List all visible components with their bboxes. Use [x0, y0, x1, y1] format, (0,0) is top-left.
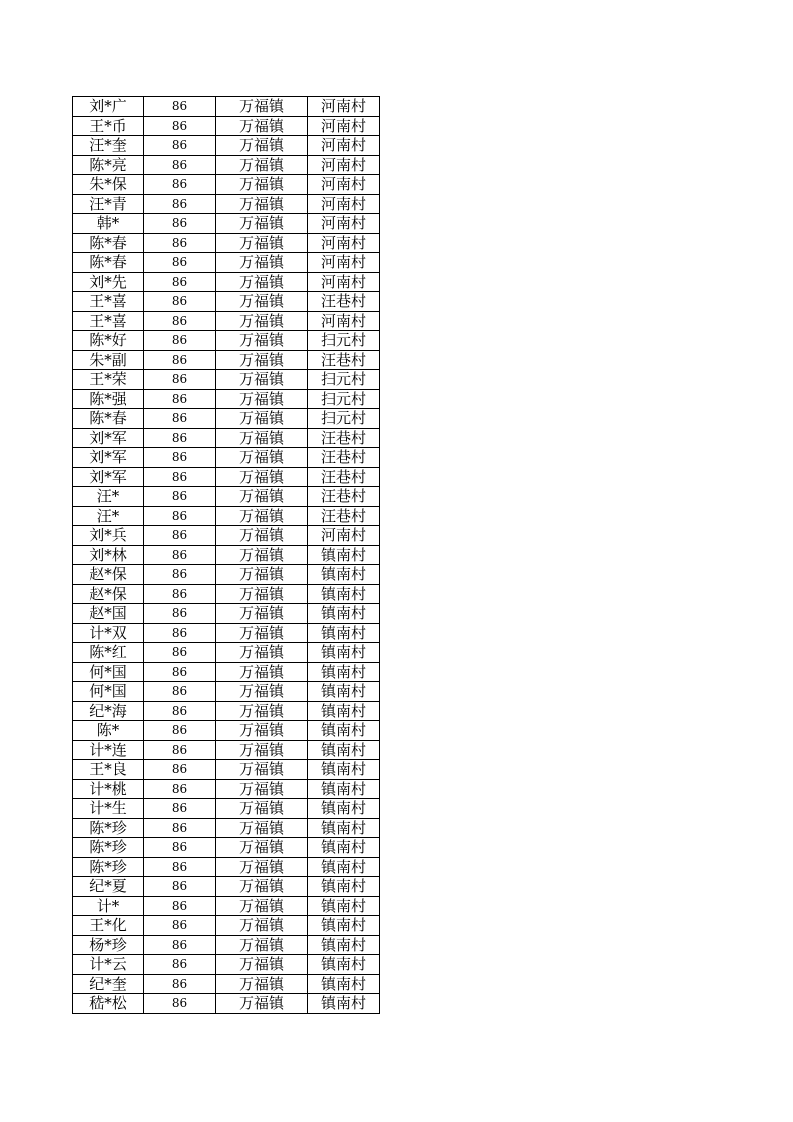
name-cell: 陈*珍 — [73, 818, 144, 838]
town-cell: 万福镇 — [216, 448, 308, 468]
number-cell: 86 — [144, 955, 216, 975]
village-cell: 镇南村 — [308, 974, 380, 994]
name-cell: 赵*保 — [73, 584, 144, 604]
table-row — [73, 136, 380, 156]
town-cell: 万福镇 — [216, 545, 308, 565]
table-row — [73, 233, 380, 253]
town-cell: 万福镇 — [216, 97, 308, 117]
name-cell: 朱*保 — [73, 175, 144, 195]
number-cell: 86 — [144, 428, 216, 448]
town-cell: 万福镇 — [216, 428, 308, 448]
table-row — [73, 623, 380, 643]
table-row — [73, 935, 380, 955]
village-cell: 河南村 — [308, 116, 380, 136]
name-cell: 陈*亮 — [73, 155, 144, 175]
town-cell: 万福镇 — [216, 292, 308, 312]
town-cell: 万福镇 — [216, 155, 308, 175]
table-row — [73, 526, 380, 546]
village-cell: 镇南村 — [308, 955, 380, 975]
number-cell: 86 — [144, 799, 216, 819]
number-cell: 86 — [144, 740, 216, 760]
number-cell: 86 — [144, 584, 216, 604]
village-cell: 汪巷村 — [308, 506, 380, 526]
name-cell: 陈*红 — [73, 643, 144, 663]
village-cell: 镇南村 — [308, 877, 380, 897]
name-cell: 纪*海 — [73, 701, 144, 721]
village-cell: 汪巷村 — [308, 350, 380, 370]
town-cell: 万福镇 — [216, 779, 308, 799]
table-row — [73, 155, 380, 175]
village-cell: 河南村 — [308, 97, 380, 117]
table-row — [73, 857, 380, 877]
number-cell: 86 — [144, 818, 216, 838]
name-cell: 汪* — [73, 487, 144, 507]
table-row — [73, 838, 380, 858]
town-cell: 万福镇 — [216, 311, 308, 331]
town-cell: 万福镇 — [216, 350, 308, 370]
town-cell: 万福镇 — [216, 721, 308, 741]
town-cell: 万福镇 — [216, 584, 308, 604]
name-cell: 杨*珍 — [73, 935, 144, 955]
town-cell: 万福镇 — [216, 272, 308, 292]
town-cell: 万福镇 — [216, 955, 308, 975]
number-cell: 86 — [144, 760, 216, 780]
name-cell: 计*双 — [73, 623, 144, 643]
village-cell: 河南村 — [308, 526, 380, 546]
village-cell: 河南村 — [308, 175, 380, 195]
village-cell: 镇南村 — [308, 916, 380, 936]
name-cell: 何*国 — [73, 662, 144, 682]
town-cell: 万福镇 — [216, 487, 308, 507]
number-cell: 86 — [144, 974, 216, 994]
town-cell: 万福镇 — [216, 214, 308, 234]
table-row — [73, 272, 380, 292]
name-cell: 何*国 — [73, 682, 144, 702]
village-cell: 镇南村 — [308, 701, 380, 721]
village-cell: 镇南村 — [308, 818, 380, 838]
village-cell: 河南村 — [308, 214, 380, 234]
table-row — [73, 701, 380, 721]
town-cell: 万福镇 — [216, 194, 308, 214]
table-row — [73, 331, 380, 351]
table-row — [73, 760, 380, 780]
name-cell: 纪*夏 — [73, 877, 144, 897]
town-cell: 万福镇 — [216, 662, 308, 682]
table-row — [73, 253, 380, 273]
table-row — [73, 682, 380, 702]
name-cell: 计*连 — [73, 740, 144, 760]
village-cell: 汪巷村 — [308, 448, 380, 468]
name-cell: 嵇*松 — [73, 994, 144, 1014]
name-cell: 赵*国 — [73, 604, 144, 624]
name-cell: 刘*广 — [73, 97, 144, 117]
name-cell: 汪* — [73, 506, 144, 526]
number-cell: 86 — [144, 487, 216, 507]
village-cell: 镇南村 — [308, 721, 380, 741]
village-cell: 镇南村 — [308, 662, 380, 682]
number-cell: 86 — [144, 97, 216, 117]
village-cell: 镇南村 — [308, 584, 380, 604]
number-cell: 86 — [144, 311, 216, 331]
table-row — [73, 194, 380, 214]
number-cell: 86 — [144, 857, 216, 877]
table-row — [73, 740, 380, 760]
number-cell: 86 — [144, 292, 216, 312]
table-row — [73, 389, 380, 409]
village-cell: 汪巷村 — [308, 467, 380, 487]
village-cell: 镇南村 — [308, 896, 380, 916]
village-cell: 汪巷村 — [308, 292, 380, 312]
table-row — [73, 916, 380, 936]
name-cell: 王*化 — [73, 916, 144, 936]
town-cell: 万福镇 — [216, 760, 308, 780]
name-cell: 刘*先 — [73, 272, 144, 292]
town-cell: 万福镇 — [216, 799, 308, 819]
village-cell: 河南村 — [308, 311, 380, 331]
town-cell: 万福镇 — [216, 467, 308, 487]
number-cell: 86 — [144, 331, 216, 351]
number-cell: 86 — [144, 155, 216, 175]
village-cell: 河南村 — [308, 253, 380, 273]
name-cell: 陈*珍 — [73, 857, 144, 877]
village-cell: 河南村 — [308, 194, 380, 214]
town-cell: 万福镇 — [216, 857, 308, 877]
number-cell: 86 — [144, 877, 216, 897]
name-cell: 韩* — [73, 214, 144, 234]
town-cell: 万福镇 — [216, 916, 308, 936]
town-cell: 万福镇 — [216, 818, 308, 838]
village-cell: 镇南村 — [308, 740, 380, 760]
number-cell: 86 — [144, 175, 216, 195]
name-cell: 刘*军 — [73, 448, 144, 468]
table-row — [73, 97, 380, 117]
name-cell: 王*荣 — [73, 370, 144, 390]
table-row — [73, 565, 380, 585]
name-cell: 刘*兵 — [73, 526, 144, 546]
table-row — [73, 506, 380, 526]
town-cell: 万福镇 — [216, 409, 308, 429]
name-cell: 陈*春 — [73, 409, 144, 429]
village-cell: 扫元村 — [308, 331, 380, 351]
table-row — [73, 799, 380, 819]
table-row — [73, 955, 380, 975]
number-cell: 86 — [144, 350, 216, 370]
number-cell: 86 — [144, 682, 216, 702]
table-row — [73, 409, 380, 429]
number-cell: 86 — [144, 838, 216, 858]
table-row — [73, 994, 380, 1014]
name-cell: 王*喜 — [73, 311, 144, 331]
name-cell: 陈*春 — [73, 253, 144, 273]
number-cell: 86 — [144, 467, 216, 487]
village-cell: 镇南村 — [308, 994, 380, 1014]
number-cell: 86 — [144, 916, 216, 936]
name-cell: 王*良 — [73, 760, 144, 780]
number-cell: 86 — [144, 623, 216, 643]
village-cell: 镇南村 — [308, 604, 380, 624]
table-row — [73, 545, 380, 565]
number-cell: 86 — [144, 370, 216, 390]
table-row — [73, 292, 380, 312]
number-cell: 86 — [144, 604, 216, 624]
town-cell: 万福镇 — [216, 565, 308, 585]
town-cell: 万福镇 — [216, 623, 308, 643]
name-cell: 刘*军 — [73, 467, 144, 487]
town-cell: 万福镇 — [216, 935, 308, 955]
number-cell: 86 — [144, 545, 216, 565]
village-cell: 镇南村 — [308, 643, 380, 663]
table-row — [73, 721, 380, 741]
number-cell: 86 — [144, 643, 216, 663]
table-row — [73, 974, 380, 994]
village-cell: 汪巷村 — [308, 428, 380, 448]
town-cell: 万福镇 — [216, 643, 308, 663]
town-cell: 万福镇 — [216, 331, 308, 351]
number-cell: 86 — [144, 526, 216, 546]
table-row — [73, 370, 380, 390]
name-cell: 陈* — [73, 721, 144, 741]
table-row — [73, 779, 380, 799]
table-body — [73, 97, 380, 1014]
number-cell: 86 — [144, 389, 216, 409]
village-cell: 镇南村 — [308, 799, 380, 819]
number-cell: 86 — [144, 136, 216, 156]
name-cell: 计*桃 — [73, 779, 144, 799]
name-cell: 陈*春 — [73, 233, 144, 253]
data-table — [72, 96, 380, 1014]
table-row — [73, 877, 380, 897]
name-cell: 陈*珍 — [73, 838, 144, 858]
table-row — [73, 818, 380, 838]
town-cell: 万福镇 — [216, 526, 308, 546]
number-cell: 86 — [144, 994, 216, 1014]
table-row — [73, 487, 380, 507]
number-cell: 86 — [144, 565, 216, 585]
table-row — [73, 896, 380, 916]
table-row — [73, 350, 380, 370]
town-cell: 万福镇 — [216, 682, 308, 702]
table-row — [73, 584, 380, 604]
town-cell: 万福镇 — [216, 604, 308, 624]
town-cell: 万福镇 — [216, 838, 308, 858]
town-cell: 万福镇 — [216, 701, 308, 721]
name-cell: 刘*军 — [73, 428, 144, 448]
town-cell: 万福镇 — [216, 253, 308, 273]
table-row — [73, 604, 380, 624]
name-cell: 汪*奎 — [73, 136, 144, 156]
number-cell: 86 — [144, 506, 216, 526]
town-cell: 万福镇 — [216, 740, 308, 760]
name-cell: 陈*好 — [73, 331, 144, 351]
name-cell: 计*云 — [73, 955, 144, 975]
village-cell: 扫元村 — [308, 370, 380, 390]
village-cell: 扫元村 — [308, 409, 380, 429]
number-cell: 86 — [144, 701, 216, 721]
name-cell: 王*喜 — [73, 292, 144, 312]
name-cell: 纪*奎 — [73, 974, 144, 994]
table-row — [73, 116, 380, 136]
village-cell: 镇南村 — [308, 857, 380, 877]
village-cell: 河南村 — [308, 272, 380, 292]
town-cell: 万福镇 — [216, 233, 308, 253]
name-cell: 朱*副 — [73, 350, 144, 370]
number-cell: 86 — [144, 233, 216, 253]
number-cell: 86 — [144, 448, 216, 468]
village-cell: 镇南村 — [308, 545, 380, 565]
table-row — [73, 311, 380, 331]
village-cell: 镇南村 — [308, 838, 380, 858]
village-cell: 河南村 — [308, 136, 380, 156]
village-cell: 镇南村 — [308, 623, 380, 643]
village-cell: 镇南村 — [308, 935, 380, 955]
table-row — [73, 448, 380, 468]
town-cell: 万福镇 — [216, 116, 308, 136]
number-cell: 86 — [144, 272, 216, 292]
table-row — [73, 467, 380, 487]
town-cell: 万福镇 — [216, 389, 308, 409]
name-cell: 计* — [73, 896, 144, 916]
table-row — [73, 662, 380, 682]
table-row — [73, 175, 380, 195]
name-cell: 王*币 — [73, 116, 144, 136]
table-row — [73, 643, 380, 663]
name-cell: 汪*青 — [73, 194, 144, 214]
table-row — [73, 214, 380, 234]
name-cell: 陈*强 — [73, 389, 144, 409]
number-cell: 86 — [144, 721, 216, 741]
number-cell: 86 — [144, 935, 216, 955]
town-cell: 万福镇 — [216, 175, 308, 195]
village-cell: 镇南村 — [308, 779, 380, 799]
village-cell: 河南村 — [308, 155, 380, 175]
number-cell: 86 — [144, 214, 216, 234]
table-row — [73, 428, 380, 448]
name-cell: 计*生 — [73, 799, 144, 819]
town-cell: 万福镇 — [216, 974, 308, 994]
town-cell: 万福镇 — [216, 506, 308, 526]
name-cell: 刘*林 — [73, 545, 144, 565]
number-cell: 86 — [144, 662, 216, 682]
number-cell: 86 — [144, 409, 216, 429]
name-cell: 赵*保 — [73, 565, 144, 585]
village-cell: 镇南村 — [308, 682, 380, 702]
number-cell: 86 — [144, 116, 216, 136]
number-cell: 86 — [144, 253, 216, 273]
village-cell: 扫元村 — [308, 389, 380, 409]
town-cell: 万福镇 — [216, 896, 308, 916]
town-cell: 万福镇 — [216, 136, 308, 156]
number-cell: 86 — [144, 194, 216, 214]
village-cell: 河南村 — [308, 233, 380, 253]
town-cell: 万福镇 — [216, 370, 308, 390]
town-cell: 万福镇 — [216, 877, 308, 897]
village-cell: 镇南村 — [308, 760, 380, 780]
town-cell: 万福镇 — [216, 994, 308, 1014]
village-cell: 汪巷村 — [308, 487, 380, 507]
village-cell: 镇南村 — [308, 565, 380, 585]
number-cell: 86 — [144, 779, 216, 799]
number-cell: 86 — [144, 896, 216, 916]
